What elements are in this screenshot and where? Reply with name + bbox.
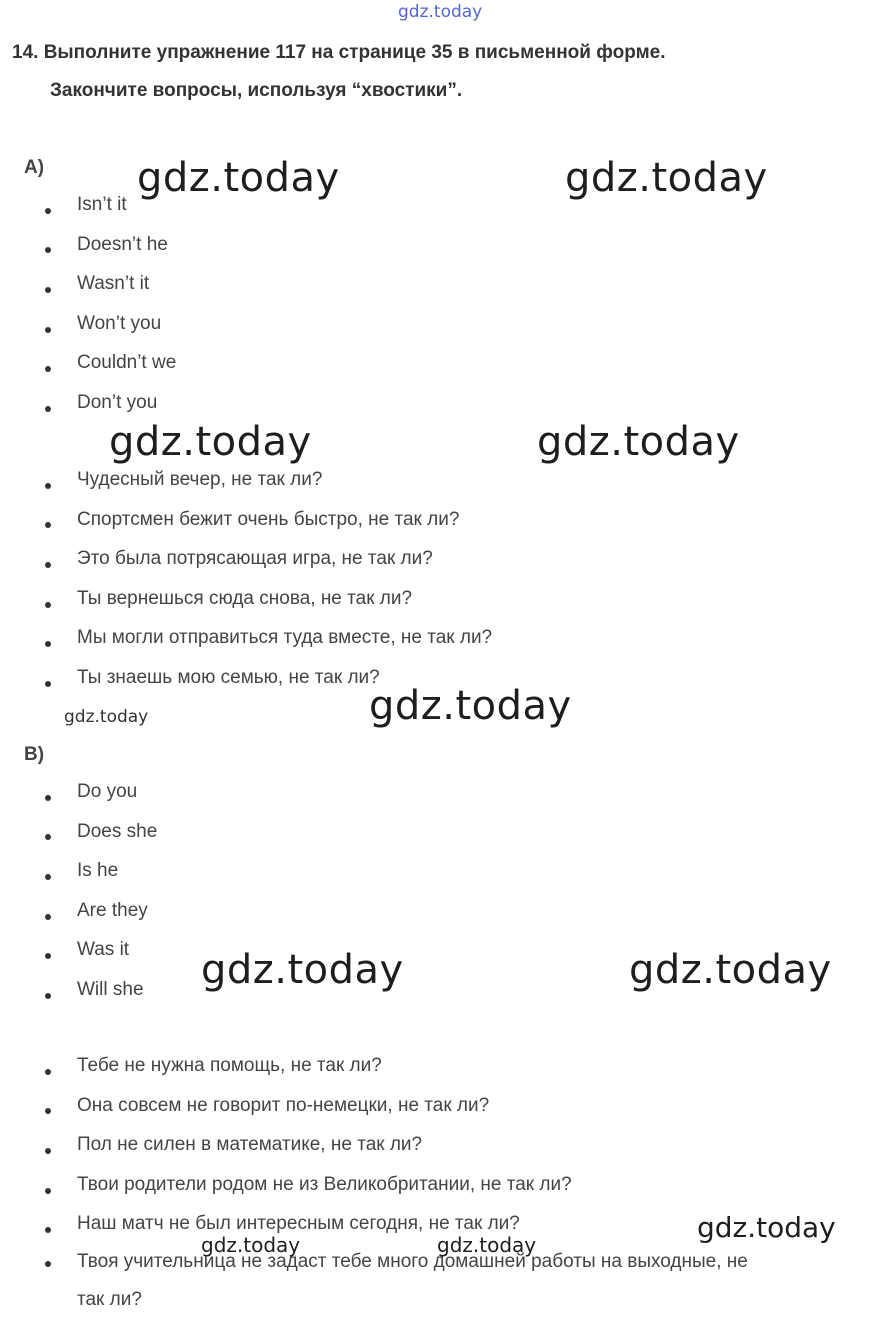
list-item: Don’t you [0, 389, 176, 429]
list-item: Wasn’t it [0, 270, 176, 310]
list-item: Пол не силен в математике, не так ли? [0, 1131, 572, 1171]
list-item: Это была потрясающая игра, не так ли? [0, 545, 492, 585]
exercise-title: 14. Выполните упражнение 117 на странице 35 в письменной форме. [12, 42, 666, 63]
list-item: Are they [0, 897, 157, 937]
watermark-top: gdz.today [398, 2, 483, 22]
list-item: Doesn’t he [0, 231, 176, 271]
list-item [0, 1249, 881, 1319]
list-item: Чудесный вечер, не так ли? [0, 466, 492, 506]
exercise-instruction: Закончите вопросы, используя “хвостики”. [50, 80, 463, 101]
bullet-icon [45, 1261, 51, 1267]
list-item: Ты знаешь мою семью, не так ли? [0, 664, 492, 704]
section-a-label: A) [24, 157, 45, 178]
list-item: Will she [0, 976, 157, 1016]
list-item: Мы могли отправиться туда вместе, не так ли? [0, 624, 492, 664]
section-b-label: B) [24, 744, 45, 765]
list-item: Couldn’t we [0, 349, 176, 389]
list-item: Спортсмен бежит очень быстро, не так ли? [0, 506, 492, 546]
list-item: Won’t you [0, 310, 176, 350]
list-item: Do you [0, 778, 157, 818]
watermark: gdz.today [137, 155, 340, 201]
watermark: gdz.today [629, 947, 832, 993]
list-item: Does she [0, 818, 157, 858]
list-item: Наш матч не был интересным сегодня, не так ли? [0, 1210, 572, 1250]
watermark: gdz.today [201, 947, 404, 993]
watermark: gdz.today [697, 1211, 836, 1244]
list-item-line: Твоя учительница не задаст тебе много домашней работы на выходные, не [77, 1251, 748, 1272]
list-item: Она совсем не говорит по-немецки, не так ли? [0, 1092, 572, 1132]
list-item: Was it [0, 936, 157, 976]
watermark: gdz.today [64, 707, 149, 727]
section-a-translations-list [0, 466, 492, 704]
list-item: Ты вернешься сюда снова, не так ли? [0, 585, 492, 625]
watermark: gdz.today [369, 683, 572, 729]
section-b-tags-list [0, 778, 157, 1016]
list-item: Тебе не нужна помощь, не так ли? [0, 1052, 572, 1092]
list-item-line: так ли? [77, 1289, 142, 1310]
section-b-translations-list [0, 1052, 572, 1250]
section-a-tags-list [0, 191, 176, 429]
watermark: gdz.today [437, 1233, 537, 1257]
list-item: Твои родители родом не из Великобритании, не так ли? [0, 1171, 572, 1211]
list-item: Is he [0, 857, 157, 897]
watermark: gdz.today [201, 1233, 301, 1257]
watermark: gdz.today [565, 155, 768, 201]
watermark: gdz.today [109, 419, 312, 465]
list-item: Isn’t it [0, 191, 176, 231]
watermark: gdz.today [537, 419, 740, 465]
